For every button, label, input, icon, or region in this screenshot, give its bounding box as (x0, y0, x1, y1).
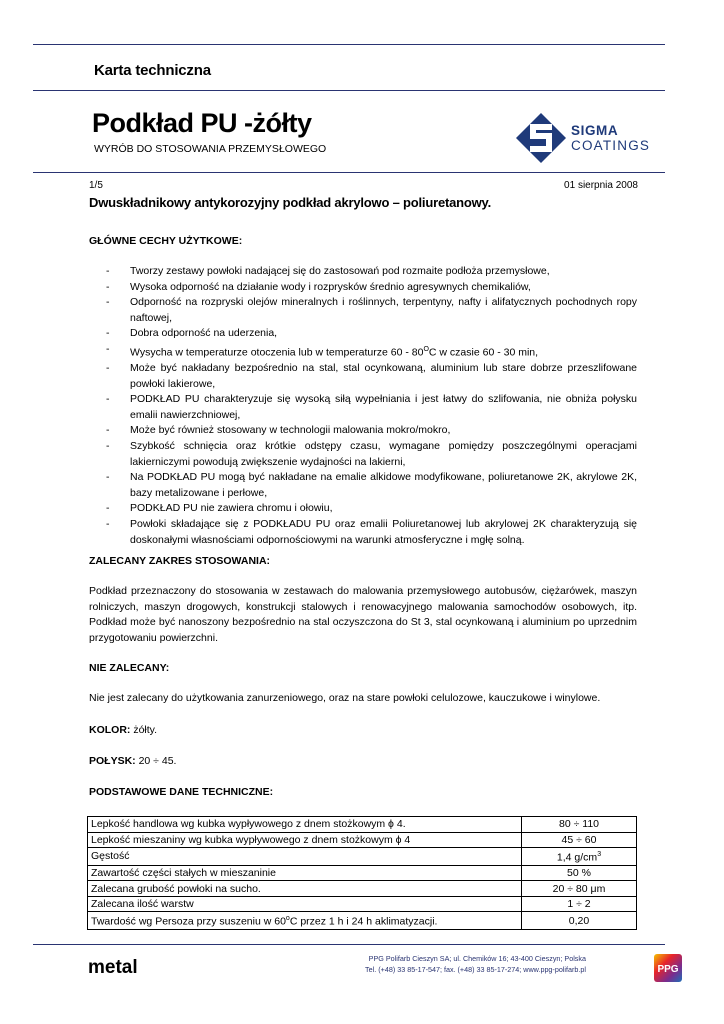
tech-data-table (87, 816, 637, 930)
list-item: - Wysycha w temperaturze otoczenia lub w temperaturze $60 - 80^OC$ w czasie 60 - 30 min, (106, 342, 539, 359)
table-row (88, 896, 637, 912)
page-number: 1/5 (89, 180, 103, 191)
sigma-coatings-logo (514, 111, 684, 167)
footer-rule (33, 944, 665, 945)
not-recommended-text: Nie jest zalecany do użytkowania zanurzeniowego, oraz na stare powłoki celulozowe, kauczukowe i winylowe. (89, 692, 601, 704)
list-item: - Tworzy zestawy powłoki nadającej się do zastosowań pod rozmaite podłoża przemysłowe, (106, 265, 550, 277)
tech-value: 1 ÷ 2 (522, 896, 637, 912)
list-item: - Na PODKŁAD PU mogą być nakładane na emalie alkidowe modyfikowane, poliuretanowe 2K, akrylowe 2K, bazy metalizowane i perłowe, (106, 471, 637, 499)
tech-value: 45 ÷ 60 (522, 832, 637, 848)
tech-value: 50 % (522, 865, 637, 881)
color-value: żółty. (130, 724, 158, 736)
table-row (88, 848, 637, 866)
list-item: - Dobra odporność na uderzenia, (106, 327, 278, 340)
not-recommended-heading: NIE ZALECANY: (89, 662, 170, 674)
tech-label: Zawartość części stałych w mieszaninie (88, 865, 522, 881)
top-rule (33, 44, 665, 45)
color-line (89, 724, 157, 736)
tech-value: 80 ÷ 110 (522, 817, 637, 833)
list-item: - Szybkość schnięcia oraz krótkie odstępy czasu, wymagane pomiędzy poszczególnymi operacjami lakierniczymi powodują zwiększenie wydajności na lakierni, (106, 440, 637, 468)
tech-label: Zalecana grubość powłoki na sucho. (88, 881, 522, 897)
color-label: KOLOR: (89, 724, 131, 736)
table-row (88, 912, 637, 930)
document-date: 01 sierpnia 2008 (564, 180, 638, 191)
logo-text-coatings: COATINGS (571, 138, 651, 153)
features-list (89, 264, 637, 548)
table-row (88, 817, 637, 833)
list-item: - Może być nakładany bezpośrednio na stal, stal ocynkowaną, aluminium lub stare dobrze przeszlifowane powłoki lakierowe, (106, 362, 637, 390)
product-subtitle: WYRÓB DO STOSOWANIA PRZEMYSŁOWEGO (94, 143, 327, 155)
list-item: - Powłoki składające się z PODKŁADU PU oraz emalii Poliuretanowej lub akrylowej 2K charakteryzują się doskonałymi własnościami odpornościowymi na warunki atmosferyczne i mgłę solną. (106, 518, 637, 546)
tech-label: Twardość wg Persoza przy suszeniu w 60$^o$C przez 1 h i 24 h aklimatyzacji. (88, 912, 522, 930)
gloss-line (89, 755, 176, 767)
gloss-value: 20 ÷ 45. (135, 755, 177, 767)
footer-address-line1: PPG Polifarb Cieszyn SA; ul. Chemików 16; 43-400 Cieszyn; Polska (368, 954, 586, 963)
tech-label: Lepkość handlowa wg kubka wypływowego z dnem stożkowym ϕ 4. (88, 817, 522, 833)
ppg-logo (654, 954, 682, 982)
gloss-label: POŁYSK: (89, 755, 136, 767)
tech-value: 1,4 $g/cm^3$ (522, 848, 637, 866)
tech-data-heading: PODSTAWOWE DANE TECHNICZNE: (89, 786, 274, 798)
tech-value: 0,20 (522, 912, 637, 930)
header-rule (33, 90, 665, 91)
tech-value: 20 ÷ 80 μm (522, 881, 637, 897)
list-item: - PODKŁAD PU nie zawiera chromu i ołowiu, (106, 502, 333, 515)
table-row (88, 881, 637, 897)
footer-address-line2: Tel. (+48) 33 85-17-547; fax. (+48) 33 85-17-274; www.ppg-polifarb.pl (365, 965, 586, 974)
table-row (88, 865, 637, 881)
tech-label: Zalecana ilość warstw (88, 896, 522, 912)
application-heading: ZALECANY ZAKRES STOSOWANIA: (89, 555, 271, 567)
features-heading: GŁÓWNE CECHY UŻYTKOWE: (89, 235, 243, 247)
sheet-title: Karta techniczna (94, 62, 211, 79)
application-text: Podkład przeznaczony do stosowania w zestawach do malowania przemysłowego autobusów, ciężarówek, maszyn rolniczych, maszyn drogowych, konstrukcji stalowych i renowacyjnego malowania samochodów osobowych, itp. Podkład może być nanoszony bezpośrednio na stal oczyszczona do St 3, stal ocynkowaną i aluminium po uprzednim przygotowaniu powierzchni. (89, 585, 637, 644)
footer-address (330, 953, 586, 975)
list-item: - Wysoka odporność na działanie wody i rozprysków średnio agresywnych chemikaliów, (106, 280, 531, 293)
subheader-rule (33, 172, 665, 173)
list-item: - PODKŁAD PU charakteryzuje się wysoką siłą wypełniania i jest łatwy do szlifowania, nie obniża połysku emalii nawierzchniowej, (106, 393, 637, 421)
list-item: - Odporność na rozpryski olejów mineralnych i roślinnych, terpentyny, nafty i alifatycznych pochodnych ropy naftowej, (106, 296, 637, 324)
product-name: Podkład PU -żółty (92, 108, 312, 138)
product-description: Dwuskładnikowy antykorozyjny podkład akrylowo – poliuretanowy. (89, 195, 492, 210)
list-item: - Może być również stosowany w technologii malowania mokro/mokro, (106, 424, 451, 437)
tech-label: Gęstość (88, 848, 522, 866)
footer-category: metal (88, 957, 138, 978)
table-row (88, 832, 637, 848)
logo-text-sigma: SIGMA (571, 123, 619, 138)
tech-label: Lepkość mieszaniny wg kubka wypływowego z dnem stożkowym ϕ 4 (88, 832, 522, 848)
ppg-logo-text: PPG (657, 964, 679, 975)
